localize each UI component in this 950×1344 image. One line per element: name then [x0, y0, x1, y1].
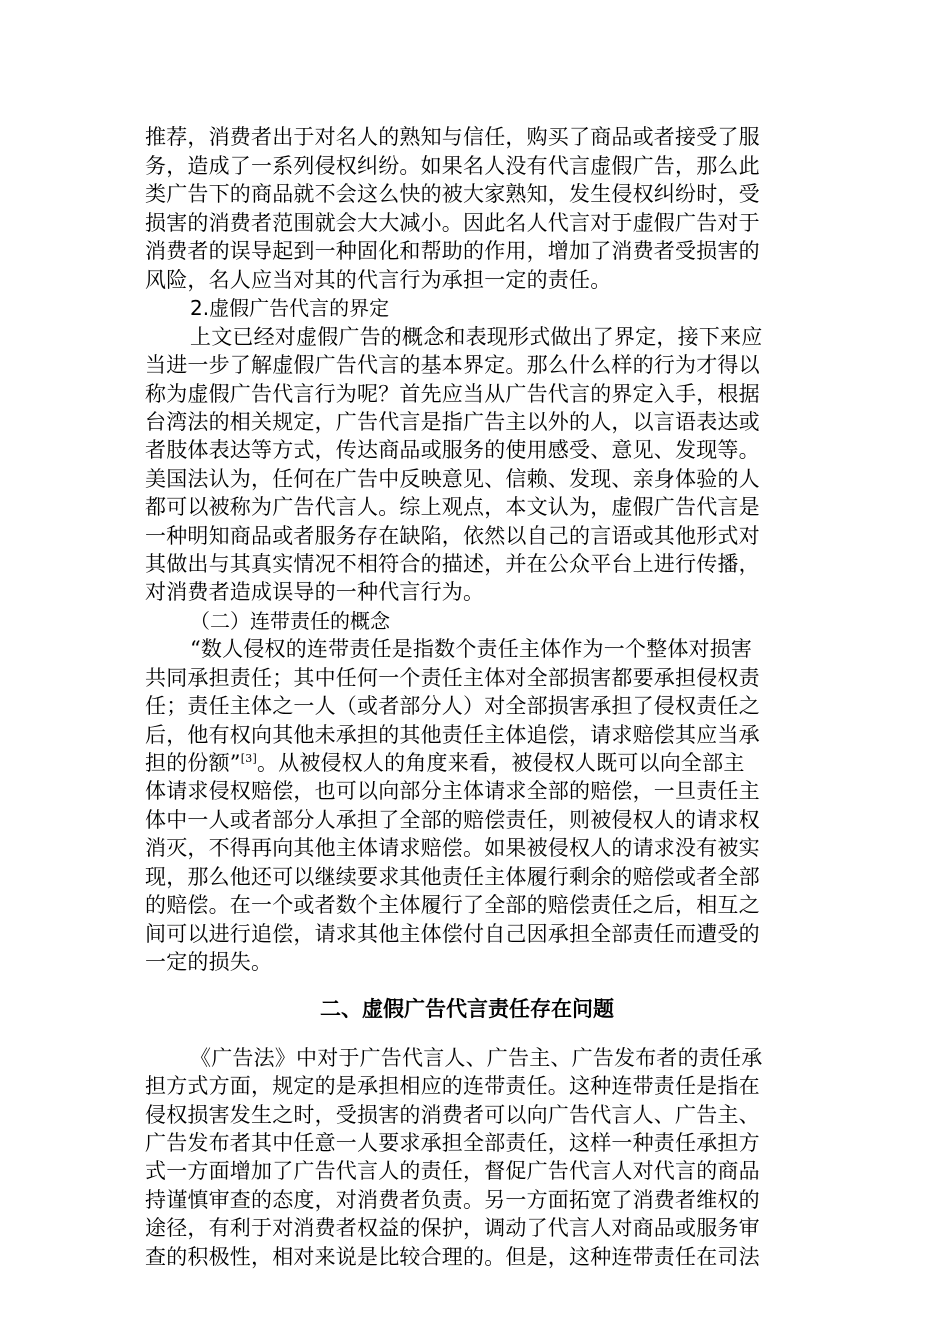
text-line: 其做出与其真实情况不相符合的描述，并在公众平台上进行传播， — [145, 552, 760, 576]
text-line: 上文已经对虚假广告的概念和表现形式做出了界定，接下来应 — [190, 325, 763, 349]
text-line: 查的积极性，相对来说是比较合理的。但是，这种连带责任在司法 — [145, 1245, 760, 1269]
text-line: 体请求侵权赔偿，也可以向部分主体请求全部的赔偿，一旦责任主 — [145, 779, 760, 803]
text-line: 台湾法的相关规定，广告代言是指广告主以外的人，以言语表达或 — [145, 410, 760, 434]
text-line: 类广告下的商品就不会这么快的被大家熟知，发生侵权纠纷时，受 — [145, 182, 760, 206]
text-line: 都可以被称为广告代言人。综上观点，本文认为，虚假广告代言是 — [145, 495, 760, 519]
text-line: “数人侵权的连带责任是指数个责任主体作为一个整体对损害 — [190, 637, 753, 661]
text-line: 称为虚假广告代言行为呢？首先应当从广告代言的界定入手，根据 — [145, 382, 760, 406]
text-line: 美国法认为，任何在广告中反映意见、信赖、发现、亲身体验的人 — [145, 467, 760, 491]
text-segment: 。从被侵权人的角度来看，被侵权人既可以向全部主 — [256, 751, 745, 775]
text-line: 消灭，不得再向其他主体请求赔偿。如果被侵权人的请求没有被实 — [145, 836, 760, 860]
text-line: 任；责任主体之一人（或者部分人）对全部损害承担了侵权责任之 — [145, 694, 760, 718]
text-line: 间可以进行追偿，请求其他主体偿付自己因承担全部责任而遭受的 — [145, 922, 760, 946]
text-line: 对消费者造成误导的一种代言行为。 — [145, 580, 485, 604]
text-line: 担方式方面，规定的是承担相应的连带责任。这种连带责任是指在 — [145, 1074, 760, 1098]
text-line: 一种明知商品或者服务存在缺陷，依然以自己的言语或其他形式对 — [145, 524, 760, 548]
text-segment: 担的份额” — [145, 751, 241, 775]
text-line: 当进一步了解虚假广告代言的基本界定。那么什么样的行为才得以 — [145, 353, 760, 377]
text-line: 的赔偿。在一个或者数个主体履行了全部的赔偿责任之后，相互之 — [145, 893, 760, 917]
text-line: 侵权损害发生之时，受损害的消费者可以向广告代言人、广告主、 — [145, 1103, 760, 1127]
text-line-with-citation — [145, 750, 805, 776]
text-line: 共同承担责任；其中任何一个责任主体对全部损害都要承担侵权责 — [145, 666, 760, 690]
text-line: 者肢体表达等方式，传达商品或服务的使用感受、意见、发现等。 — [145, 438, 760, 462]
text-line: 现，那么他还可以继续要求其他责任主体履行剩余的赔偿或者全部 — [145, 865, 760, 889]
text-line: 持谨慎审查的态度，对消费者负责。另一方面拓宽了消费者维权的 — [145, 1188, 760, 1212]
text-line: 式一方面增加了广告代言人的责任，督促广告代言人对代言的商品 — [145, 1159, 760, 1183]
text-line: 务，造成了一系列侵权纠纷。如果名人没有代言虚假广告，那么此 — [145, 154, 760, 178]
text-line: 《广告法》中对于广告代言人、广告主、广告发布者的责任承 — [190, 1046, 763, 1070]
chapter-heading: 二、虚假广告代言责任存在问题 — [320, 997, 614, 1021]
section-heading: （二）连带责任的概念 — [190, 609, 390, 633]
text-line: 消费者的误导起到一种固化和帮助的作用，增加了消费者受损害的 — [145, 239, 760, 263]
text-line: 广告发布者其中任意一人要求承担全部责任，这样一种责任承担方 — [145, 1131, 760, 1155]
subsection-heading: 2.虚假广告代言的界定 — [190, 296, 390, 320]
text-line: 后，他有权向其他未承担的其他责任主体追偿，请求赔偿其应当承 — [145, 723, 760, 747]
text-line: 体中一人或者部分人承担了全部的赔偿责任，则被侵权人的请求权 — [145, 808, 760, 832]
text-line: 风险，名人应当对其的代言行为承担一定的责任。 — [145, 268, 612, 292]
text-line: 一定的损失。 — [145, 950, 273, 974]
citation-marker: [3] — [240, 752, 257, 765]
text-line: 途径，有利于对消费者权益的保护，调动了代言人对商品或服务审 — [145, 1216, 760, 1240]
text-line: 推荐，消费者出于对名人的熟知与信任，购买了商品或者接受了服 — [145, 125, 760, 149]
text-line: 损害的消费者范围就会大大减小。因此名人代言对于虚假广告对于 — [145, 211, 760, 235]
